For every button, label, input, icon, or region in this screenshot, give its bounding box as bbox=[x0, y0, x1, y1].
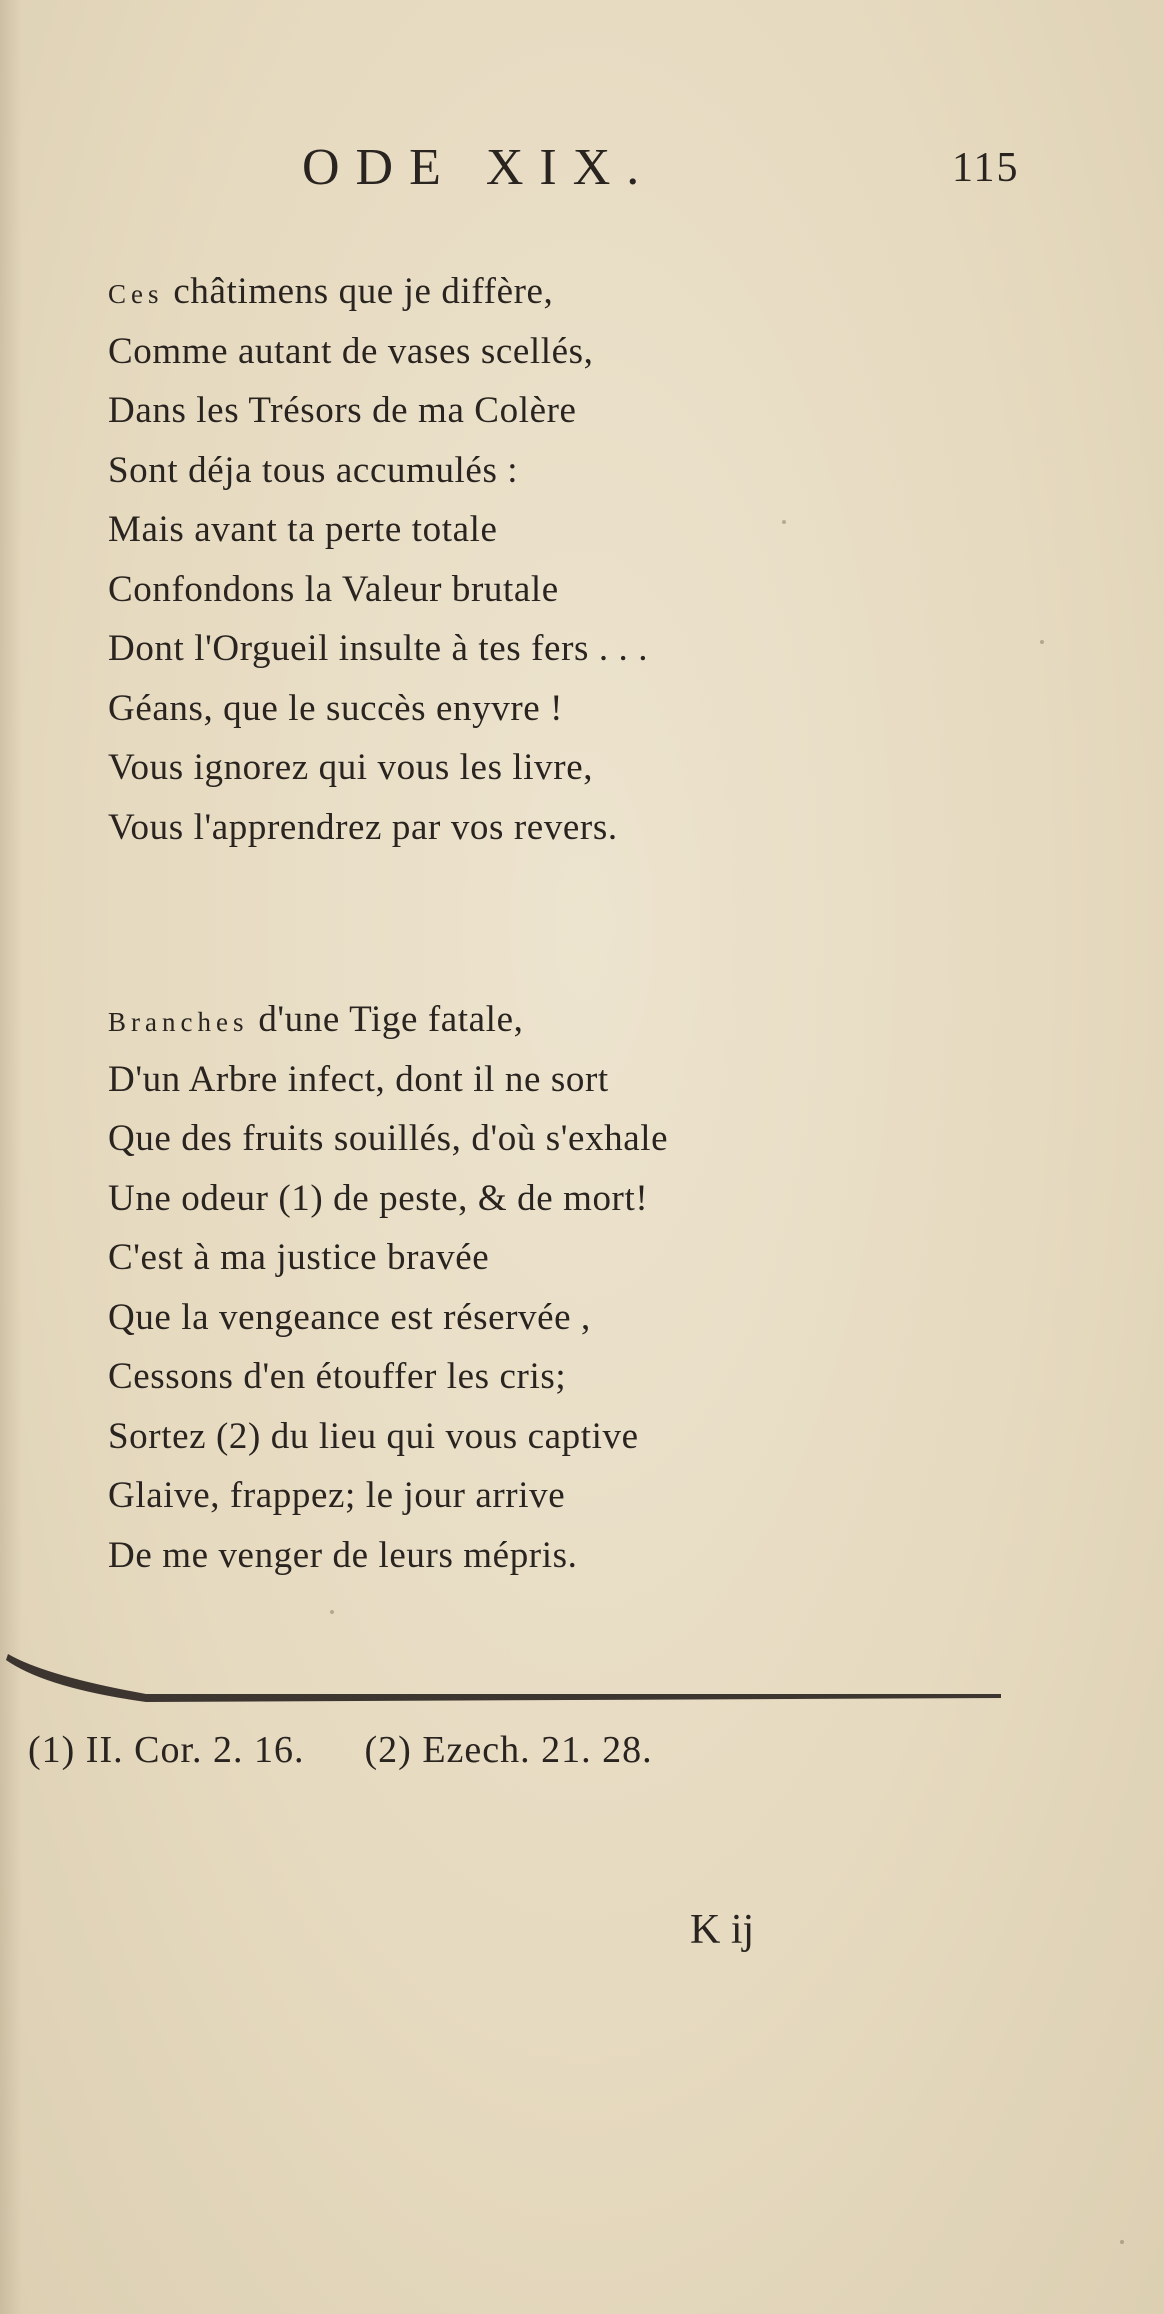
verse-line: Que la vengeance est réservée , bbox=[108, 1296, 591, 1338]
verse-line: D'un Arbre infect, dont il ne sort bbox=[108, 1058, 609, 1100]
verse-line: Glaive, frappez; le jour arrive bbox=[108, 1475, 566, 1516]
verse-line: Comme autant de vases scellés, bbox=[108, 330, 594, 372]
paper-speck bbox=[1040, 640, 1044, 644]
running-head bbox=[0, 138, 1164, 198]
verse-line: Vous l'apprendrez par vos revers. bbox=[108, 806, 618, 848]
page-number: 115 bbox=[952, 145, 1020, 191]
stanza-1 bbox=[108, 262, 928, 857]
footnote-2: (2) Ezech. 21. 28. bbox=[364, 1729, 653, 1771]
verse-line: Vous ignorez qui vous les livre, bbox=[108, 747, 594, 788]
small-caps-opening: Ces bbox=[108, 279, 164, 309]
tapered-rule bbox=[6, 1636, 1006, 1706]
verse-line: De me venger de leurs mépris. bbox=[108, 1534, 578, 1576]
verse-line: Géans, que le succès enyvre ! bbox=[108, 687, 564, 729]
verse-line: Mais avant ta perte totale bbox=[108, 509, 498, 550]
footnotes bbox=[28, 1728, 1028, 1772]
verse-text: châtimens que je diffère, bbox=[163, 271, 554, 312]
verse-line: Dans les Trésors de ma Colère bbox=[108, 390, 577, 431]
verse-line: C'est à ma justice bravée bbox=[108, 1237, 490, 1278]
small-caps-opening: Branches bbox=[108, 1007, 249, 1037]
verse-line bbox=[108, 262, 928, 322]
verse-line: Que des fruits souillés, d'où s'exhale bbox=[108, 1118, 669, 1159]
verse-line: Dont l'Orgueil insulte à tes fers . . . bbox=[108, 628, 649, 669]
verse-line: Sortez (2) du lieu qui vous captive bbox=[108, 1415, 639, 1457]
signature-mark: K ij bbox=[690, 1907, 755, 1953]
spine-shadow bbox=[0, 0, 22, 2314]
stanza-2 bbox=[108, 990, 928, 1585]
verse-line: Sont déja tous accumulés : bbox=[108, 449, 519, 491]
verse-line: Confondons la Valeur brutale bbox=[108, 568, 559, 610]
paper-speck bbox=[1120, 2240, 1124, 2244]
footnote-1: (1) II. Cor. 2. 16. bbox=[28, 1729, 305, 1771]
verse-line: Une odeur (1) de peste, & de mort! bbox=[108, 1177, 649, 1219]
verse-line: Cessons d'en étouffer les cris; bbox=[108, 1356, 567, 1397]
paper-speck bbox=[330, 1610, 334, 1614]
verse-line bbox=[108, 990, 928, 1050]
paper-speck bbox=[782, 520, 786, 524]
verse-text: d'une Tige fatale, bbox=[248, 999, 524, 1040]
ode-title: ODE XIX. bbox=[302, 139, 656, 196]
